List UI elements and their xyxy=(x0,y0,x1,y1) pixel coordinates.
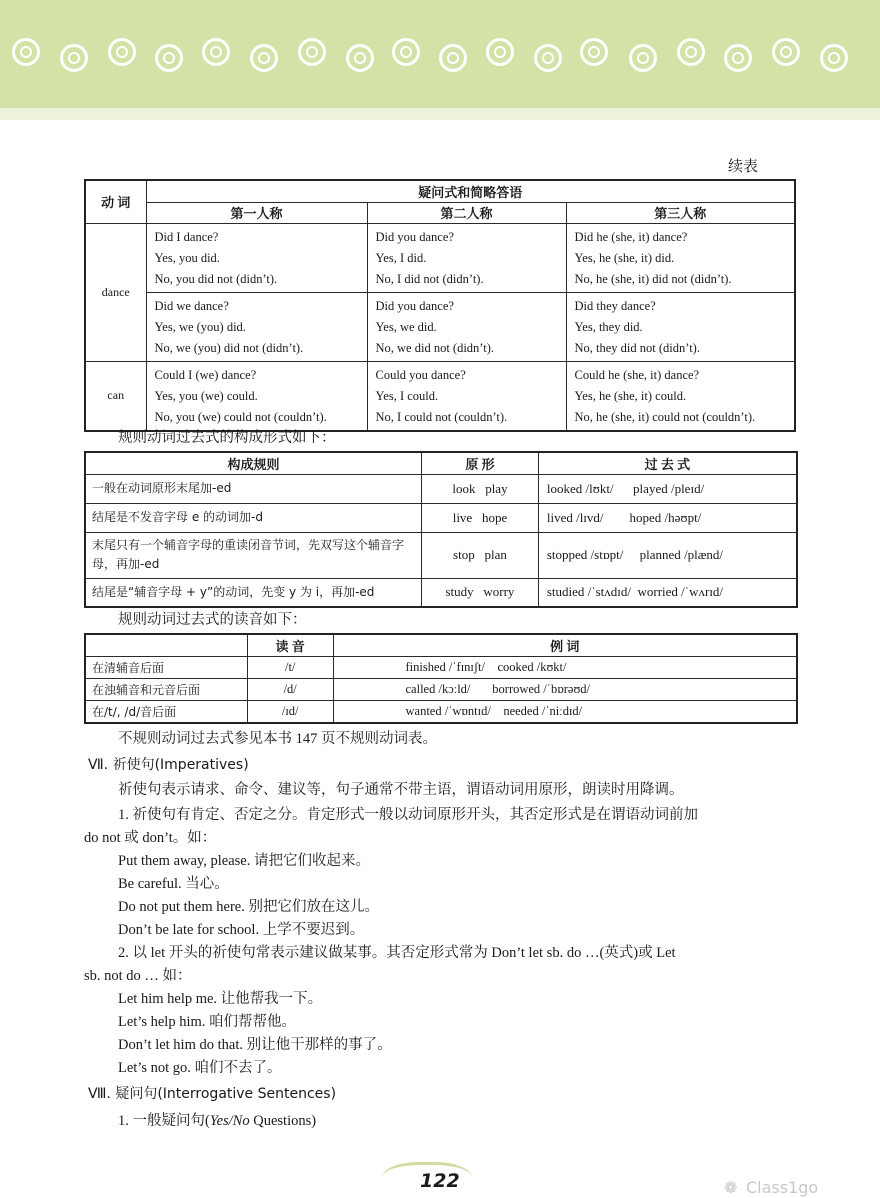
cell-line: Yes, I did. xyxy=(375,250,427,265)
point1-line1: 1. 祈使句有肯定、否定之分。肯定形式一般以动词原形开头，其否定形式是在谓语动词前加 xyxy=(118,807,698,823)
cell-line: Did you dance? xyxy=(375,229,454,244)
past-tense-rules-table xyxy=(84,451,798,608)
point1-suffix: Questions) xyxy=(249,1113,317,1129)
cell-line: Did you dance? xyxy=(375,298,454,313)
header-strip xyxy=(0,108,880,120)
decorative-circle xyxy=(12,38,40,66)
intro-rules: 规则动词过去式的构成形式如下： xyxy=(118,430,336,446)
situation: 在/t/, /d/音后面 xyxy=(85,700,247,723)
examples-header: 例 词 xyxy=(333,634,797,656)
cell-line: Did they dance? xyxy=(574,298,656,313)
wechat-icon: ❁ xyxy=(724,1180,738,1197)
decorative-circle xyxy=(772,38,800,66)
decorative-circle xyxy=(60,44,88,72)
example-line: Be careful. 当心。 xyxy=(118,876,229,892)
cell-line: Yes, we did. xyxy=(375,319,437,334)
decorative-circle xyxy=(580,38,608,66)
pronunciation-table xyxy=(84,633,798,724)
base-form: look play xyxy=(422,474,539,503)
example-line: Let’s help him. 咱们帮帮他。 xyxy=(118,1014,297,1030)
cell-line: Did I dance? xyxy=(154,229,219,244)
base-header: 原 形 xyxy=(422,452,539,474)
can-first xyxy=(146,361,367,431)
decorative-circle xyxy=(298,38,326,66)
example-line: Put them away, please. 请把它们收起来。 xyxy=(118,853,370,869)
dance-first-singular xyxy=(146,223,367,292)
cell-line: Could he (she, it) dance? xyxy=(574,367,700,382)
cell-line: Yes, we (you) did. xyxy=(154,319,246,334)
base-form: live hope xyxy=(422,503,539,532)
examples: finished /ˈfɪnɪʃt/ cooked /kʊkt/ xyxy=(333,656,797,678)
can-second xyxy=(367,361,566,431)
cell-line: Yes, you (we) could. xyxy=(154,388,258,403)
dance-second-plural xyxy=(367,292,566,361)
point1-line2: do not 或 don’t。如： xyxy=(84,830,217,846)
cell-line: Could you dance? xyxy=(375,367,466,382)
example-line: Don’t be late for school. 上学不要迟到。 xyxy=(118,922,365,938)
dance-third-singular xyxy=(566,223,795,292)
past-form: studied /ˈstʌdɪd/ worried /ˈwʌrɪd/ xyxy=(538,578,797,607)
section-8-title: Ⅷ. 疑问句(Interrogative Sentences) xyxy=(88,1086,337,1102)
decorative-circle xyxy=(820,44,848,72)
cell-line: No, we (you) did not (didn’t). xyxy=(154,340,304,355)
cell-line: No, we did not (didn’t). xyxy=(375,340,495,355)
past-form: looked /lʊkt/ played /pleɪd/ xyxy=(538,474,797,503)
sound-header: 读 音 xyxy=(247,634,333,656)
examples: wanted /ˈwɒntɪd/ needed /ˈniːdɪd/ xyxy=(333,700,797,723)
base-form: study worry xyxy=(422,578,539,607)
point1-prefix: 1. 一般疑问句( xyxy=(118,1113,210,1129)
cell-line: No, they did not (didn’t). xyxy=(574,340,700,355)
sound: /d/ xyxy=(247,678,333,700)
cell-line: No, he (she, it) did not (didn’t). xyxy=(574,271,732,286)
sound: /t/ xyxy=(247,656,333,678)
decorative-circle xyxy=(155,44,183,72)
situation-header xyxy=(85,634,247,656)
section-7-title: Ⅶ. 祈使句(Imperatives) xyxy=(88,757,249,773)
continued-label: 续表 xyxy=(728,159,759,175)
cell-line: Yes, you did. xyxy=(154,250,220,265)
verb-header: 动 词 xyxy=(85,180,146,223)
cell-line: Did he (she, it) dance? xyxy=(574,229,688,244)
cell-line: No, you (we) could not (couldn’t). xyxy=(154,409,327,424)
person-header-3: 第三人称 xyxy=(566,202,795,223)
intro-pronunciation: 规则动词过去式的读音如下： xyxy=(118,612,307,628)
decorative-circle xyxy=(392,38,420,66)
verb-can: can xyxy=(85,361,146,431)
example-line: Do not put them here. 别把它们放在这儿。 xyxy=(118,899,379,915)
cell-line: Did we dance? xyxy=(154,298,229,313)
decorative-circle xyxy=(534,44,562,72)
section-7-intro: 祈使句表示请求、命令、建议等，句子通常不带主语，谓语动词用原形，朗读时用降调。 xyxy=(118,782,684,798)
decorative-circle xyxy=(108,38,136,66)
irregular-note: 不规则动词过去式参见本书 147 页不规则动词表。 xyxy=(118,731,437,747)
decorative-circle xyxy=(677,38,705,66)
cell-line: Yes, they did. xyxy=(574,319,643,334)
decorative-circles xyxy=(12,38,872,82)
rule-header: 构成规则 xyxy=(85,452,422,474)
cell-line: No, I could not (couldn’t). xyxy=(375,409,508,424)
decorative-circle xyxy=(724,44,752,72)
past-form: stopped /stɒpt/ planned /plænd/ xyxy=(538,532,797,578)
example-line: Let’s not go. 咱们不去了。 xyxy=(118,1060,282,1076)
cell-line: Yes, he (she, it) could. xyxy=(574,388,687,403)
can-third xyxy=(566,361,795,431)
cell-line: Could I (we) dance? xyxy=(154,367,257,382)
example-line: Don’t let him do that. 别让他干那样的事了。 xyxy=(118,1037,392,1053)
rule-text: 结尾是不发音字母 e 的动词加-d xyxy=(85,503,422,532)
base-form: stop plan xyxy=(422,532,539,578)
decorative-circle xyxy=(346,44,374,72)
situation: 在清辅音后面 xyxy=(85,656,247,678)
watermark: Class1go xyxy=(746,1178,819,1197)
decorative-circle xyxy=(250,44,278,72)
group-header: 疑问式和简略答语 xyxy=(146,180,795,202)
person-header-1: 第一人称 xyxy=(146,202,367,223)
dance-second-singular xyxy=(367,223,566,292)
rule-text: 末尾只有一个辅音字母的重读闭音节词，先双写这个辅音字母，再加-ed xyxy=(85,532,422,578)
rule-text: 结尾是“辅音字母 + y”的动词，先变 y 为 i，再加-ed xyxy=(85,578,422,607)
point2-line2: sb. not do … 如： xyxy=(84,968,192,984)
section-8-point1 xyxy=(118,1111,316,1131)
rule-text: 一般在动词原形末尾加-ed xyxy=(85,474,422,503)
cell-line: No, he (she, it) could not (couldn’t). xyxy=(574,409,756,424)
point1-italic: Yes/No xyxy=(209,1113,250,1129)
cell-line: No, I did not (didn’t). xyxy=(375,271,484,286)
question-forms-table xyxy=(84,179,796,432)
examples: called /kɔːld/ borrowed /ˈbɒrəʊd/ xyxy=(333,678,797,700)
dance-third-plural xyxy=(566,292,795,361)
person-header-2: 第二人称 xyxy=(367,202,566,223)
situation: 在浊辅音和元音后面 xyxy=(85,678,247,700)
decorative-circle xyxy=(486,38,514,66)
cell-line: Yes, he (she, it) did. xyxy=(574,250,675,265)
cell-line: No, you did not (didn’t). xyxy=(154,271,278,286)
example-line: Let him help me. 让他帮我一下。 xyxy=(118,991,323,1007)
decorative-circle xyxy=(439,44,467,72)
dance-first-plural xyxy=(146,292,367,361)
past-header: 过 去 式 xyxy=(538,452,797,474)
sound: /ɪd/ xyxy=(247,700,333,723)
decorative-circle xyxy=(202,38,230,66)
cell-line: Yes, I could. xyxy=(375,388,439,403)
point2-line1: 2. 以 let 开头的祈使句常表示建议做某事。其否定形式常为 Don’t let sb. do …(英式)或 Let xyxy=(118,945,676,961)
verb-dance: dance xyxy=(85,223,146,361)
decorative-circle xyxy=(629,44,657,72)
page-number: 122 xyxy=(420,1170,460,1192)
past-form: lived /lɪvd/ hoped /həʊpt/ xyxy=(538,503,797,532)
